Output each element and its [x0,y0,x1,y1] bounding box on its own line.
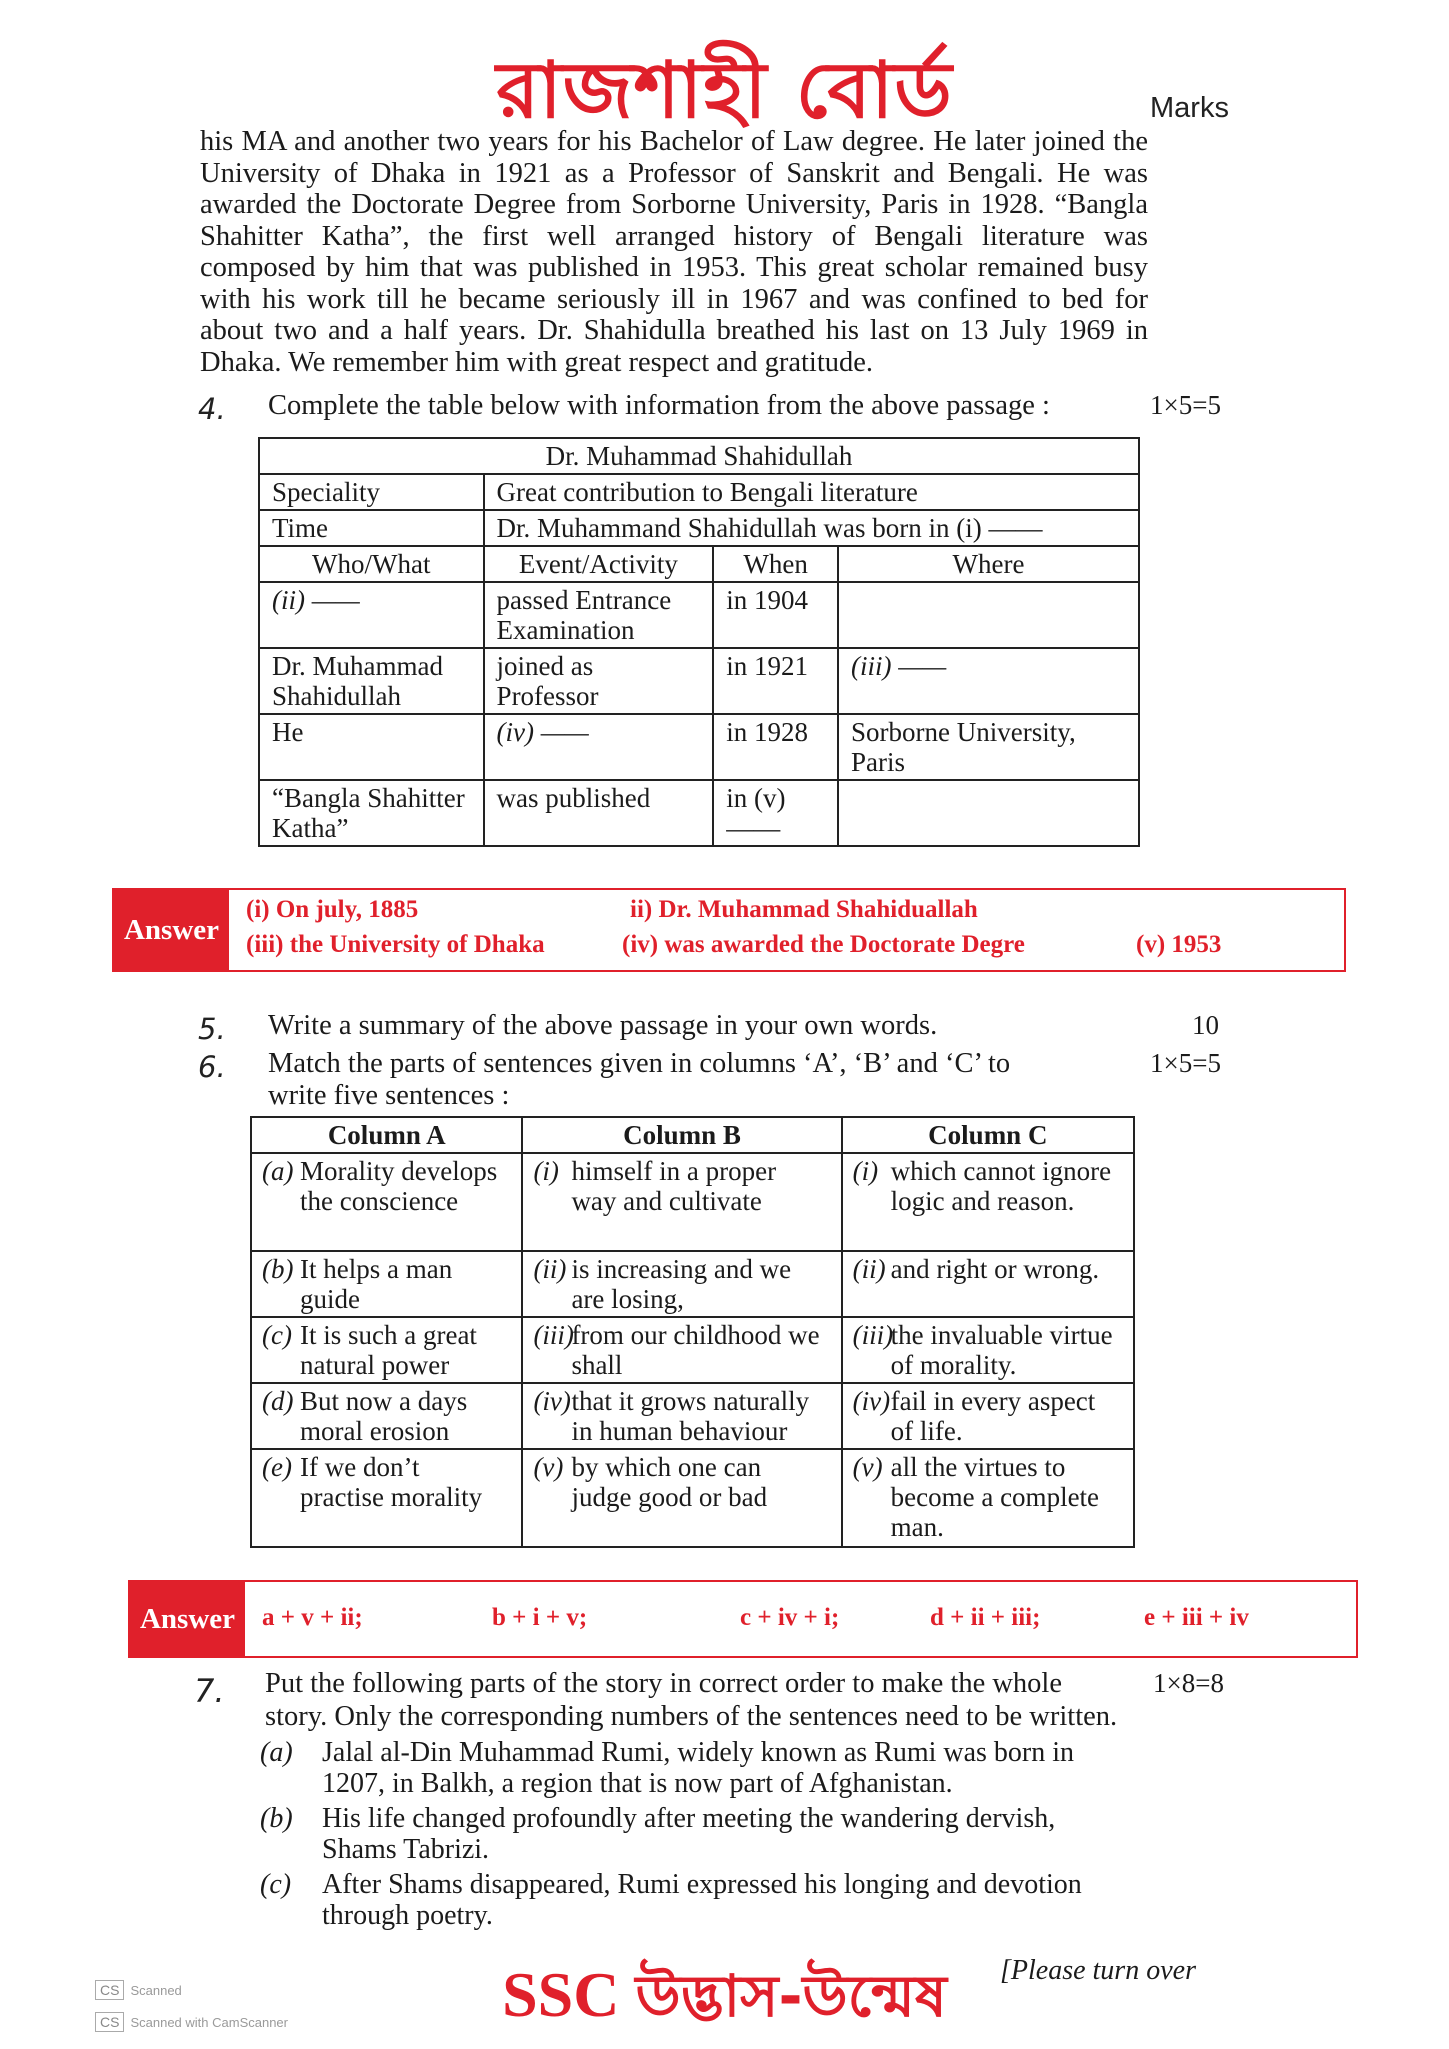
speciality-label: Speciality [259,474,484,510]
q6-text-line2: write five sentences : [268,1080,510,1111]
board-title: রাজশাহী বোর্ড [496,46,953,136]
answer-label: Answer [130,1582,245,1656]
table-cell: passed Entrance Examination [484,582,714,648]
row-label: (ii) [852,1254,886,1284]
q6-number: 6. [198,1050,226,1084]
row-label: (iv) [852,1386,891,1416]
item-line: His life changed profoundly after meeting the wandering dervish, [322,1803,1056,1834]
answer-i: (i) On july, 1885 [246,896,419,923]
cell-text: which cannot ignore logic and reason. [890,1156,1112,1216]
passage-text: his MA and another two years for his Bachelor of Law degree. He later joined the University of Dhaka in 1921 as a Professor of Sanskrit and Bengali. He was awarded the Doctorate Degree from Sorborne University, Paris in 1928. “Bangla Shahitter Katha”, the first well arranged history of Bengali literature was composed by him that was published in 1953. This great scholar remained busy with his work till he became seriously ill in 1967 and was confined to bed for about two and a half years. Dr. Shahidulla breathed his last on 13 July 1969 in Dhaka. We remember him with great respect and gratitude. [200,126,1148,378]
row-label: (a) [260,1737,293,1768]
marks-label: Marks [1150,92,1229,124]
cell-text: by which one can judge good or bad [571,1452,768,1512]
table-cell [838,780,1139,846]
row-label: (iii) [852,1320,894,1350]
row-label: (i) [533,1156,559,1186]
table-cell [838,582,1139,648]
cell-text: and right or wrong. [890,1254,1100,1284]
cell-text: But now a days moral erosion [300,1386,468,1446]
row-label: (v) [852,1452,883,1482]
table-cell: joined as Professor [484,648,714,714]
column-a-header: Column A [251,1117,522,1153]
table-cell [842,1449,1134,1547]
scanner-text: Scanned [130,1983,182,1998]
header-event: Event/Activity [484,546,714,582]
answer-box-q4 [112,888,1346,972]
table-cell [251,1383,522,1449]
q6-text-line1: Match the parts of sentences given in columns ‘A’, ‘B’ and ‘C’ to [268,1048,1011,1079]
cs-logo: CS [95,2012,124,2032]
row-label: (a) [262,1156,294,1186]
table-title: Dr. Muhammad Shahidullah [259,438,1139,474]
row-label: (e) [262,1452,292,1482]
header-who: Who/What [259,546,484,582]
footer-bn: উদ্ভাস-উন্মেষ [635,1962,947,2030]
cs-logo: CS [95,1980,124,2000]
speciality-value: Great contribution to Bengali literature [484,474,1139,510]
table-cell [251,1317,522,1383]
answer-label: Answer [114,890,229,970]
list-item [260,1803,1122,1865]
table-cell [842,1383,1134,1449]
table-cell: (iv) —— [484,714,714,780]
answer-iii: (iii) the University of Dhaka [246,931,545,958]
item-text [322,1869,1122,1931]
table-cell: Dr. Muhammad Shahidullah [259,648,484,714]
q4-number: 4. [198,392,226,426]
cell-text: Morality develops the conscience [300,1156,498,1216]
time-value: Dr. Muhammand Shahidullah was born in (i) —— [484,510,1139,546]
q4-text: Complete the table below with information from the above passage : [268,390,1050,421]
info-table [258,437,1140,847]
table-cell: Sorborne University, Paris [838,714,1139,780]
list-item [260,1737,1122,1799]
cell-text: the invaluable virtue of morality. [890,1320,1113,1380]
column-b-header: Column B [522,1117,841,1153]
table-cell [842,1251,1134,1317]
table-cell [251,1153,522,1251]
row-label: (iii) [533,1320,574,1350]
item-line: Shams Tabrizi. [322,1834,490,1865]
cell-text: If we don’t practise morality [300,1452,483,1512]
table-cell [842,1153,1134,1251]
answer-d: d + ii + iii; [930,1604,1041,1631]
table-cell: (iii) —— [838,648,1139,714]
row-label: (iv) [533,1386,571,1416]
q5-number: 5. [198,1012,226,1046]
answer-iv: (iv) was awarded the Doctorate Degre [622,931,1025,958]
q6-marks: 1×5=5 [1150,1048,1221,1078]
table-cell: in 1904 [713,582,838,648]
answer-a: a + v + ii; [262,1604,363,1631]
table-cell [522,1153,841,1251]
q7-number: 7. [194,1672,225,1710]
cell-text: from our childhood we shall [571,1320,820,1380]
table-cell: in 1928 [713,714,838,780]
table-cell: “Bangla Shahitter Katha” [259,780,484,846]
table-cell: He [259,714,484,780]
column-c-header: Column C [842,1117,1134,1153]
q5-marks: 10 [1192,1010,1219,1040]
footer-ssc: SSC [502,1959,620,2030]
table-cell [522,1251,841,1317]
cell-text: It helps a man guide [300,1254,453,1314]
list-item [260,1869,1122,1931]
header-when: When [713,546,838,582]
cell-text: that it grows naturally in human behaviour [571,1386,810,1446]
table-cell [251,1449,522,1547]
cell-text: all the virtues to become a complete man. [890,1452,1100,1542]
time-label: Time [259,510,484,546]
item-line: through poetry. [322,1900,493,1931]
table-cell: in (v) —— [713,780,838,846]
item-line: Jalal al-Din Muhammad Rumi, widely known as Rumi was born in [322,1737,1075,1768]
row-label: (b) [262,1254,294,1284]
table-cell [251,1251,522,1317]
row-label: (d) [262,1386,294,1416]
q4-marks: 1×5=5 [1150,390,1221,420]
answer-c: c + iv + i; [740,1604,840,1631]
table-cell [522,1449,841,1547]
q7-text-line1: Put the following parts of the story in correct order to make the whole [265,1668,1062,1699]
row-label: (b) [260,1803,293,1834]
passage [200,126,1148,378]
answer-e: e + iii + iv [1144,1604,1249,1631]
answer-b: b + i + v; [492,1604,588,1631]
row-label: (i) [852,1156,879,1186]
table-cell: (ii) —— [259,582,484,648]
answer-ii: ii) Dr. Muhammad Shahiduallah [630,896,978,923]
header-where: Where [838,546,1139,582]
table-cell: in 1921 [713,648,838,714]
item-line: After Shams disappeared, Rumi expressed his longing and devotion [322,1869,1082,1900]
cell-text: is increasing and we are losing, [571,1254,792,1314]
answer-box-q6 [128,1580,1358,1658]
match-table [250,1116,1135,1548]
table-cell [522,1383,841,1449]
row-label: (c) [262,1320,292,1350]
row-label: (ii) [533,1254,567,1284]
answer-v: (v) 1953 [1136,931,1222,958]
cell-text: It is such a great natural power [300,1320,477,1380]
footer-title [0,1952,1449,2049]
scanner-mark [95,2012,288,2032]
table-cell: was published [484,780,714,846]
item-text [322,1737,1122,1799]
item-text [322,1803,1122,1865]
table-cell [842,1317,1134,1383]
cell-text: himself in a proper way and cultivate [571,1156,777,1216]
q5-text: Write a summary of the above passage in your own words. [268,1010,938,1041]
q7-text-line2: story. Only the corresponding numbers of the sentences need to be written. [265,1701,1118,1732]
cell-text: fail in every aspect of life. [890,1386,1096,1446]
turn-over: [Please turn over [1000,1955,1196,1986]
row-label: (c) [260,1869,292,1900]
table-cell [522,1317,841,1383]
item-line: 1207, in Balkh, a region that is now part of Afghanistan. [322,1768,953,1799]
row-label: (v) [533,1452,564,1482]
scanner-text: Scanned with CamScanner [130,2015,288,2030]
q7-marks: 1×8=8 [1153,1668,1224,1698]
scanner-mark [95,1980,182,2000]
